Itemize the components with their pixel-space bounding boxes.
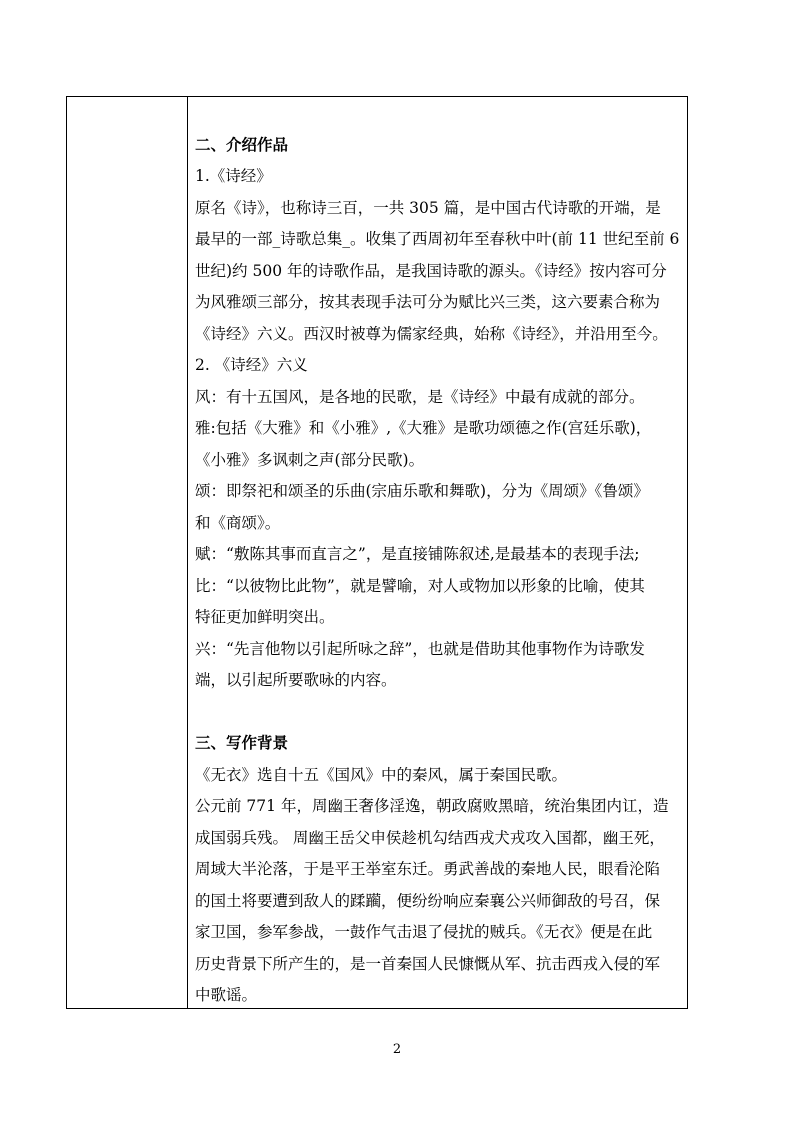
paragraph-line: 家卫国，参军参战，一鼓作气击退了侵扰的贼兵。《无衣》便是在此 (195, 923, 653, 941)
paragraph-line: 最早的一部_诗歌总集_。收集了西周初年至春秋中叶(前 11 世纪至前 6 (195, 230, 680, 248)
paragraph-line: 端，以引起所要歌咏的内容。 (195, 671, 397, 689)
paragraph-line: 和《商颂》。 (195, 514, 281, 532)
subheading-six-principles: 2. 《诗经》六义 (195, 356, 308, 374)
paragraph-line: 比：“以彼物比此物”，就是譬喻，对人或物加以形象的比喻，使其 (195, 577, 645, 595)
left-column-cell (67, 97, 187, 1008)
paragraph-line: 雅:包括《大雅》和《小雅》,《大雅》是歌功颂德之作(宫廷乐歌)， (195, 419, 652, 437)
column-divider (187, 97, 188, 1008)
paragraph-line: 历史背景下所产生的，是一首秦国人民慷慨从军、抗击西戎入侵的军 (195, 955, 661, 973)
paragraph-line: 中歌谣。 (195, 986, 258, 1004)
subheading-shijing: 1.《诗经》 (195, 167, 272, 185)
paragraph-line: 《诗经》六义。西汉时被尊为儒家经典，始称《诗经》，并沿用至今。 (195, 325, 668, 343)
paragraph-line: 周域大半沦落，于是平王举室东迁。勇武善战的秦地人民，眼看沦陷 (195, 860, 661, 878)
paragraph-line: 颂：即祭祀和颂圣的乐曲(宗庙乐歌和舞歌)，分为《周颂》《鲁颂》 (195, 482, 649, 500)
paragraph-line: 原名《诗》，也称诗三百，一共 305 篇，是中国古代诗歌的开端，是 (195, 199, 661, 217)
paragraph-line: 《无衣》选自十五《国风》中的秦风，属于秦国民歌。 (195, 766, 568, 784)
paragraph-line: 世纪)约 500 年的诗歌作品，是我国诗歌的源头。《诗经》按内容可分 (195, 262, 667, 280)
section-heading-background: 三、写作背景 (195, 733, 289, 752)
content-table (66, 96, 688, 1009)
paragraph-line: 为风雅颂三部分，按其表现手法可分为赋比兴三类，这六要素合称为 (195, 293, 661, 311)
paragraph-line: 成国弱兵残。 周幽王岳父申侯趁机勾结西戎犬戎攻入国都，幽王死， (195, 829, 665, 847)
section-heading-works: 二、介绍作品 (195, 135, 289, 154)
paragraph-line: 的国土将要遭到敌人的蹂躏，便纷纷响应秦襄公兴师御敌的号召，保 (195, 892, 661, 910)
paragraph-line: 风：有十五国风，是各地的民歌，是《诗经》中最有成就的部分。 (195, 388, 645, 406)
paragraph-line: 赋：“敷陈其事而直言之”，是直接铺陈叙述,是最基本的表现手法; (195, 545, 640, 563)
paragraph-line: 特征更加鲜明突出。 (195, 608, 335, 626)
paragraph-line: 兴：“先言他物以引起所咏之辞”，也就是借助其他事物作为诗歌发 (195, 640, 645, 658)
paragraph-line: 公元前 771 年，周幽王奢侈淫逸，朝政腐败黑暗，统治集团内讧，造 (195, 797, 669, 815)
paragraph-line: 《小雅》多讽刺之声(部分民歌)。 (195, 451, 425, 469)
page-number: 2 (392, 1042, 402, 1057)
